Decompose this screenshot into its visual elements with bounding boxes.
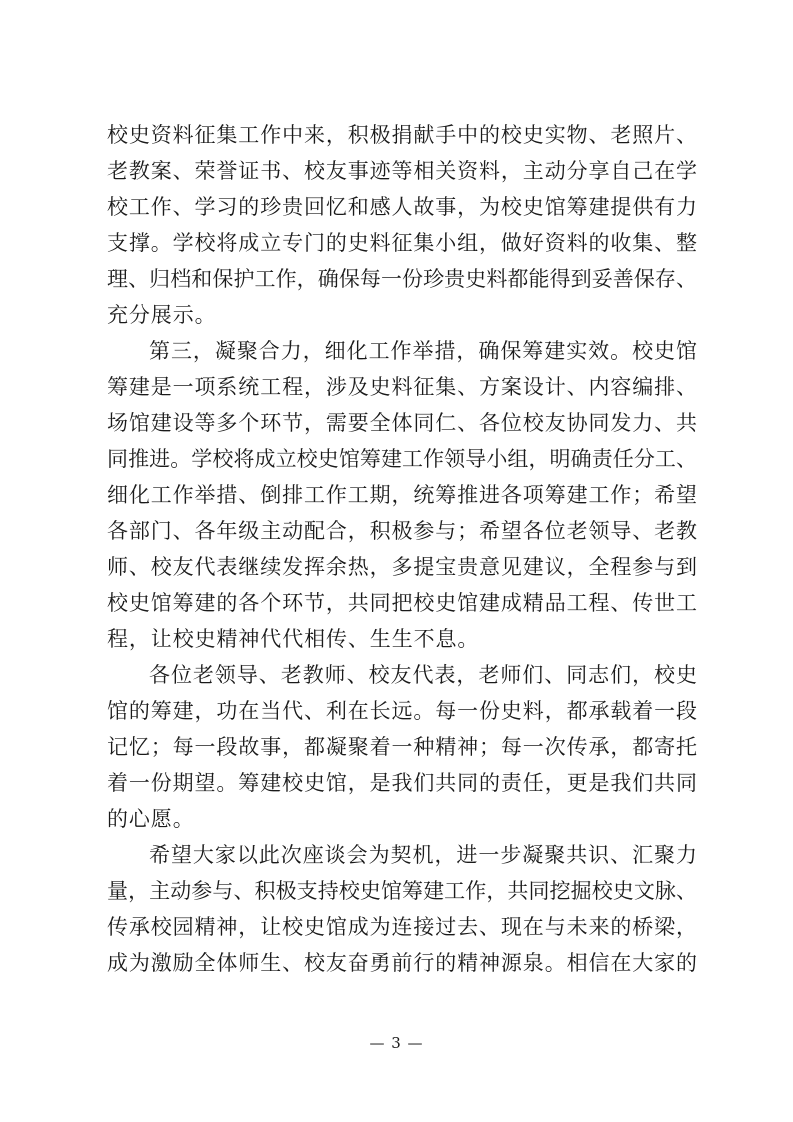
text-line: 校史资料征集工作中来，积极捐献手中的校史实物、老照片、 (107, 123, 697, 147)
text-line: 支撑。学校将成立专门的史料征集小组，做好资料的收集、整 (107, 231, 697, 255)
text-line: 校工作、学习的珍贵回忆和感人故事，为校史馆筹建提供有力 (107, 195, 697, 219)
text-line: 的心愿。 (107, 807, 195, 831)
page-number: — 3 — (369, 1034, 424, 1052)
text-line: 场馆建设等多个环节，需要全体同仁、各位校友协同发力、共 (107, 411, 697, 435)
text-line: 量，主动参与、积极支持校史馆筹建工作，共同挖掘校史文脉、 (107, 879, 697, 903)
text-line: 师、校友代表继续发挥余热，多提宝贵意见建议，全程参与到 (107, 555, 697, 579)
text-line: 成为激励全体师生、校友奋勇前行的精神源泉。相信在大家的 (107, 951, 697, 975)
text-line: 细化工作举措、倒排工作工期，统筹推进各项筹建工作；希望 (107, 483, 697, 507)
text-line: 各部门、各年级主动配合，积极参与；希望各位老领导、老教 (107, 519, 697, 543)
text-line: 同推进。学校将成立校史馆筹建工作领导小组，明确责任分工、 (107, 447, 697, 471)
paragraph-start-line: 第三，凝聚合力，细化工作举措，确保筹建实效。校史馆 (149, 339, 697, 363)
text-line: 程，让校史精神代代相传、生生不息。 (107, 627, 480, 651)
text-line: 馆的筹建，功在当代、利在长远。每一份史料，都承载着一段 (107, 699, 697, 723)
paragraph-start-line: 各位老领导、老教师、校友代表，老师们、同志们，校史 (149, 663, 697, 687)
text-line: 记忆；每一段故事，都凝聚着一种精神；每一次传承，都寄托 (107, 735, 697, 759)
text-line: 校史馆筹建的各个环节，共同把校史馆建成精品工程、传世工 (107, 591, 697, 615)
text-line: 筹建是一项系统工程，涉及史料征集、方案设计、内容编排、 (107, 375, 697, 399)
text-line: 老教案、荣誉证书、校友事迹等相关资料，主动分享自己在学 (107, 159, 697, 183)
text-line: 充分展示。 (107, 303, 217, 327)
body-text (107, 117, 697, 981)
paragraph-start-line: 希望大家以此次座谈会为契机，进一步凝聚共识、汇聚力 (149, 843, 697, 867)
text-line: 理、归档和保护工作，确保每一份珍贵史料都能得到妥善保存、 (107, 267, 697, 291)
text-line: 传承校园精神，让校史馆成为连接过去、现在与未来的桥梁， (107, 915, 697, 939)
text-line: 着一份期望。筹建校史馆，是我们共同的责任，更是我们共同 (107, 771, 697, 795)
